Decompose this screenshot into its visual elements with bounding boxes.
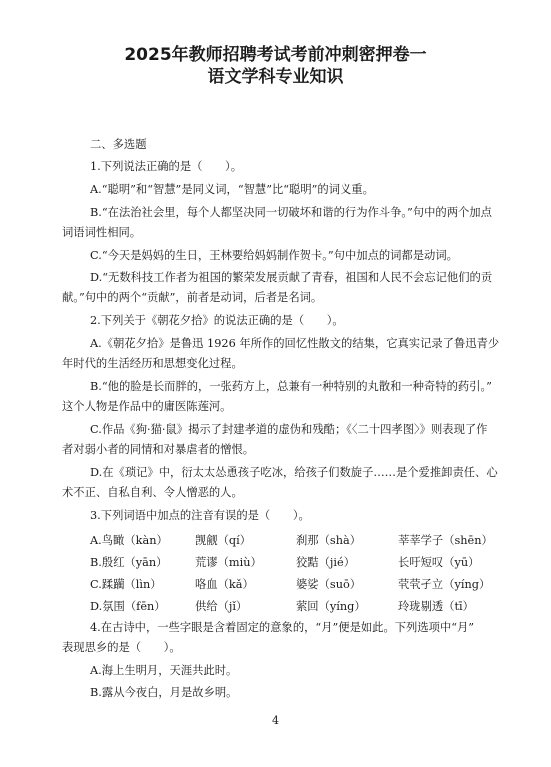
option-cell: 婆娑（suō） (296, 578, 362, 591)
question-1-option-b-line2: 词语词性相同。 (62, 226, 142, 239)
question-2-option-c-line2: 者对弱小者的同情和对暴虐者的憎恨。 (62, 443, 255, 456)
option-cell: 觊觎（qí） (195, 534, 252, 547)
option-cell: C.蹂躏（lìn） (90, 578, 162, 591)
question-4-stem-line1: 4.在古诗中，一些字眼是含着固定的意象的，“月”便是如此。下列选项中“月” (90, 621, 475, 634)
question-2-stem: 2.下列关于《朝花夕拾》的说法正确的是（ ）。 (90, 314, 344, 327)
option-cell: 茕茕孑立（yíng） (398, 578, 491, 591)
question-2-option-d-line1: D.在《琐记》中，衍太太怂恿孩子吃冰，给孩子们数旋子……是个爱推卸责任、心 (90, 466, 498, 479)
question-3-option-row (90, 576, 502, 590)
option-cell: 长吁短叹（yū） (398, 556, 480, 569)
document-subtitle: 语文学科专业知识 (207, 67, 344, 87)
option-cell: A.鸟瞰（kàn） (90, 534, 168, 547)
question-3-option-row (90, 532, 502, 546)
question-4-stem-line2: 表现思乡的是（ ）。 (62, 641, 181, 654)
question-1-option-c: C.“今天是妈妈的生日，王林要给妈妈制作贺卡。”句中加点的词都是动词。 (90, 249, 458, 262)
question-3-stem: 3.下列词语中加点的注音有误的是（ ）。 (90, 509, 310, 522)
question-2-option-b-line1: B.“他的脸是长而胖的，一张药方上，总兼有一种特别的丸散和一种奇特的药引。” (90, 380, 492, 393)
option-cell: 刹那（shà） (296, 534, 361, 547)
question-3-option-row (90, 554, 502, 568)
question-4-option-b: B.露从今夜白，月是故乡明。 (90, 686, 238, 699)
question-2-option-c-line1: C.作品《狗·猫·鼠》揭示了封建孝道的虚伪和残酷；《〈二十四孝图〉》则表现了作 (90, 423, 488, 436)
section-heading: 二、多选题 (90, 138, 147, 151)
page-number: 4 (272, 714, 279, 727)
question-1-option-a: A.“聪明”和“智慧”是同义词，“智慧”比“聪明”的词义重。 (90, 183, 374, 196)
question-1-option-d-line2: 献。”句中的两个“贡献”，前者是动词，后者是名词。 (62, 291, 323, 304)
option-cell: 萦回（yíng） (296, 600, 366, 613)
question-3-option-row (90, 598, 502, 612)
option-cell: 荒谬（miù） (195, 556, 262, 569)
option-cell: 咯血（kǎ） (195, 578, 254, 591)
option-cell: D.氛围（fēn） (90, 600, 166, 613)
question-2-option-b-line2: 这个人物是作品中的庸医陈莲河。 (62, 400, 232, 413)
option-cell: B.殷红（yān） (90, 556, 168, 569)
question-1-option-b-line1: B.“在法治社会里，每个人都坚决同一切破坏和谐的行为作斗争。”句中的两个加点 (90, 206, 492, 219)
question-1-stem: 1.下列说法正确的是（ ）。 (90, 160, 242, 173)
question-4-option-a: A.海上生明月，天涯共此时。 (90, 664, 238, 677)
question-1-option-d-line1: D.“无数科技工作者为祖国的繁荣发展贡献了青春，祖国和人民不会忘记他们的贡 (90, 271, 493, 284)
option-cell: 玲珑剔透（tī） (398, 600, 474, 613)
document-title: 2025年教师招聘考试考前冲刺密押卷一 (124, 45, 427, 65)
option-cell: 供给（jǐ） (195, 600, 248, 613)
option-cell: 莘莘学子（shēn） (398, 534, 493, 547)
question-2-option-d-line2: 术不正、自私自利、令人憎恶的人。 (62, 486, 243, 499)
question-2-option-a-line2: 年时代的生活经历和思想变化过程。 (62, 357, 243, 370)
option-cell: 狡黠（jié） (296, 556, 355, 569)
question-2-option-a-line1: A.《朝花夕拾》是鲁迅 1926 年所作的回忆性散文的结集，它真实记录了鲁迅青少 (90, 337, 500, 350)
